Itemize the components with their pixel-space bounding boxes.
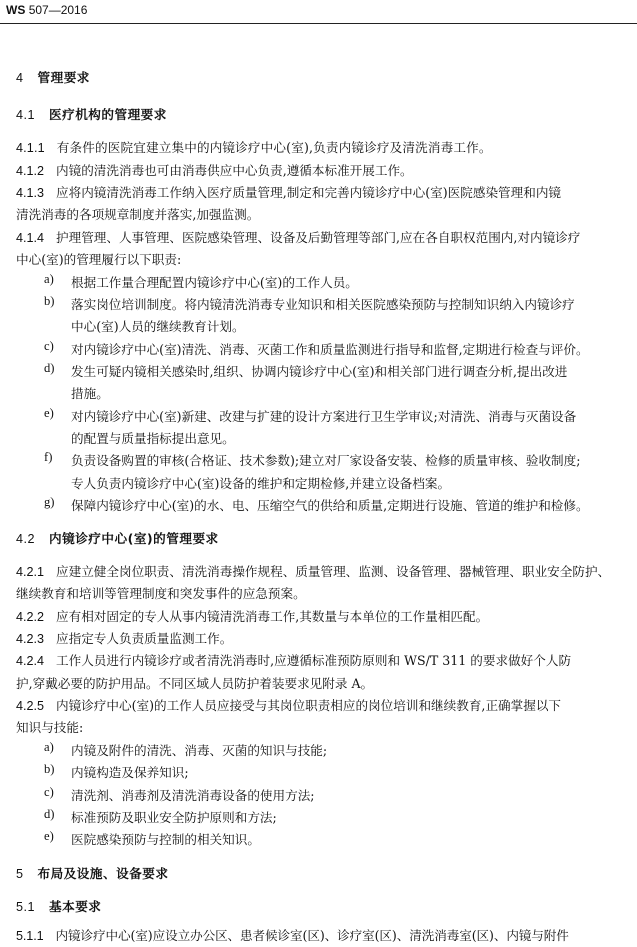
list-item: 根据工作量合理配置内镜诊疗中心(室)的工作人员。 (71, 275, 358, 290)
clause-4-2-1-cont: 继续教育和培训等管理制度和突发事件的应急预案。 (16, 586, 306, 601)
list-item-cont: 的配置与质量指标提出意见。 (71, 431, 235, 446)
list-marker: e) (44, 406, 54, 420)
list-item: 对内镜诊疗中心(室)清洗、消毒、灭菌工作和质量监测进行指导和监督,定期进行检查与评价。 (71, 342, 589, 357)
clause-4-1-2: 4.1.2 内镜的清洗消毒也可由消毒供应中心负责,遵循本标准开展工作。 (16, 163, 413, 178)
clause-4-2-3: 4.2.3 应指定专人负责质量监测工作。 (16, 631, 233, 646)
clause-4-2-5-cont: 知识与技能: (16, 720, 84, 735)
list-item: 落实岗位培训制度。将内镜清洗消毒专业知识和相关医院感染预防与控制知识纳入内镜诊疗 (71, 297, 575, 312)
clause-4-2-1: 4.2.1 应建立健全岗位职责、清洗消毒操作规程、质量管理、监测、设备管理、器械管理、职业安全防护、 (16, 564, 611, 579)
clause-5-1-1: 5.1.1 内镜诊疗中心(室)应设立办公区、患者候诊室(区)、诊疗室(区)、清洗消毒室(区)、内镜与附件 (16, 928, 569, 943)
clause-4-2-2: 4.2.2 应有相对固定的专人从事内镜清洗消毒工作,其数量与本单位的工作量相匹配。 (16, 609, 489, 624)
page-header (6, 3, 87, 17)
list-marker: e) (44, 829, 54, 843)
list-marker: g) (44, 495, 55, 509)
clause-4-1-4: 4.1.4 护理管理、人事管理、医院感染管理、设备及后勤管理等部门,应在各自职权范围内,对内镜诊疗 (16, 230, 581, 245)
clause-4-2-5: 4.2.5 内镜诊疗中心(室)的工作人员应接受与其岗位职责相应的岗位培训和继续教育,正确掌握以下 (16, 698, 562, 713)
list-marker: f) (44, 450, 53, 464)
standard-code: WS (6, 3, 26, 17)
list-item: 对内镜诊疗中心(室)新建、改建与扩建的设计方案进行卫生学审议;对清洗、消毒与灭菌设备 (71, 409, 577, 424)
clause-4-2-4-cont: 护,穿戴必要的防护用品。不同区域人员防护着装要求见附录 A。 (16, 676, 374, 691)
clause-4-1-4-cont: 中心(室)的管理履行以下职责: (16, 252, 182, 267)
list-marker: a) (44, 740, 54, 754)
section-heading-4: 4 管理要求 (16, 70, 90, 85)
list-item-cont: 专人负责内镜诊疗中心(室)设备的维护和定期检修,并建立设备档案。 (71, 476, 451, 491)
clause-4-2-4: 4.2.4 工作人员进行内镜诊疗或者清洗消毒时,应遵循标准预防原则和 WS/T 311 的要求做好个人防 (16, 653, 572, 668)
list-item: 保障内镜诊疗中心(室)的水、电、压缩空气的供给和质量,定期进行设施、管道的维护和检修。 (71, 498, 589, 513)
list-marker: b) (44, 294, 55, 308)
list-item: 负责设备购置的审核(合格证、技术参数);建立对厂家设备安装、检修的质量审核、验收制度; (71, 453, 581, 468)
list-item: 内镜及附件的清洗、消毒、灭菌的知识与技能; (71, 743, 328, 758)
list-item: 清洗剂、消毒剂及清洗消毒设备的使用方法; (71, 788, 315, 803)
list-item-cont: 中心(室)人员的继续教育计划。 (71, 319, 245, 334)
list-marker: d) (44, 361, 55, 375)
section-heading-4-2: 4.2 内镜诊疗中心(室)的管理要求 (16, 531, 219, 546)
clause-4-1-3-cont: 清洗消毒的各项规章制度并落实,加强监测。 (16, 207, 260, 222)
section-heading-5: 5 布局及设施、设备要求 (16, 866, 169, 881)
clause-4-1-3: 4.1.3 应将内镜清洗消毒工作纳入医疗质量管理,制定和完善内镜诊疗中心(室)医院感染管理和内镜 (16, 185, 562, 200)
list-marker: c) (44, 339, 54, 353)
list-item: 发生可疑内镜相关感染时,组织、协调内镜诊疗中心(室)和相关部门进行调查分析,提出改进 (71, 364, 568, 379)
list-item-cont: 措施。 (71, 386, 109, 401)
standard-number: 507—2016 (28, 3, 88, 17)
list-item: 标准预防及职业安全防护原则和方法; (71, 810, 277, 825)
list-marker: d) (44, 807, 55, 821)
list-item: 医院感染预防与控制的相关知识。 (71, 832, 260, 847)
section-heading-4-1: 4.1 医疗机构的管理要求 (16, 107, 167, 122)
list-item: 内镜构造及保养知识; (71, 765, 189, 780)
list-marker: c) (44, 785, 54, 799)
header-rule (0, 23, 637, 24)
section-heading-5-1: 5.1 基本要求 (16, 899, 102, 914)
list-marker: b) (44, 762, 55, 776)
list-marker: a) (44, 272, 54, 286)
clause-4-1-1: 4.1.1 有条件的医院宜建立集中的内镜诊疗中心(室),负责内镜诊疗及清洗消毒工作。 (16, 140, 492, 155)
